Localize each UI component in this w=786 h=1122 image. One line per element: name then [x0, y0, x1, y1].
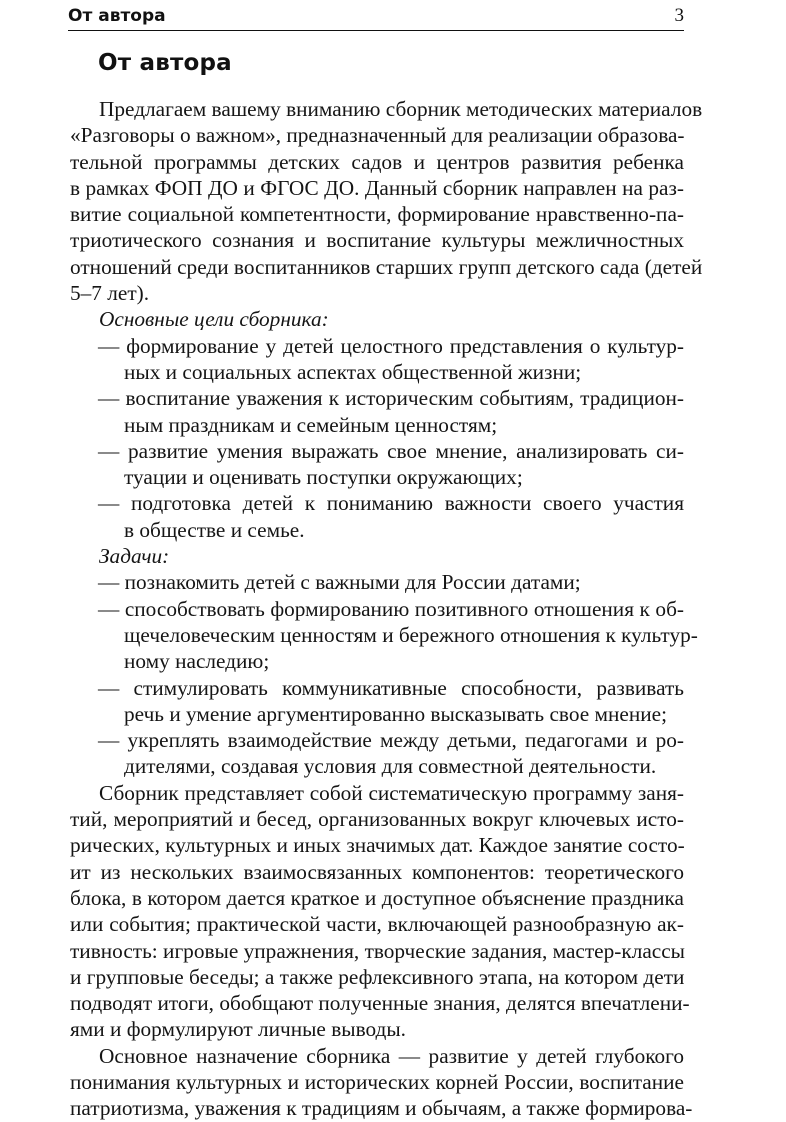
page-number: 3 [674, 5, 684, 26]
list-item-line: — формирование у детей целостного представления о культур- [98, 333, 684, 358]
paragraph-line: «Разговоры о важном», предназначенный для реализации образова- [70, 123, 685, 148]
list-item-line: щечеловеческим ценностям и бережного отношения к культур- [124, 622, 698, 647]
paragraph-line: ит из нескольких взаимосвязанных компонентов: теоретического [70, 859, 684, 884]
paragraph-line: тий, мероприятий и бесед, организованных вокруг ключевых исто- [70, 807, 684, 832]
paragraph-line: витие социальной компетентности, формирование нравственно-па- [70, 202, 684, 227]
goals-subheading: Основные цели сборника: [99, 307, 329, 332]
list-item-line: ному наследию; [124, 649, 270, 674]
list-item-line: ным праздникам и семейным ценностям; [124, 412, 498, 437]
paragraph-line: тивность: игровые упражнения, творческие задания, мастер-классы [70, 938, 685, 963]
running-header [68, 6, 684, 28]
paragraph-line: отношений среди воспитанников старших групп детского сада (детей [70, 254, 703, 279]
paragraph-line: ями и формулируют личные выводы. [70, 1017, 406, 1042]
list-item-line: — подготовка детей к пониманию важности своего участия [98, 491, 684, 516]
paragraph-line: блока, в котором дается краткое и доступное объяснение праздника [70, 885, 684, 910]
list-item-line: — укреплять взаимодействие между детьми, педагогами и ро- [98, 728, 684, 753]
header-rule [68, 30, 684, 31]
paragraph-line: Основное назначение сборника — развитие у детей глубокого [99, 1043, 684, 1068]
tasks-subheading: Задачи: [99, 544, 170, 569]
list-item-line: — стимулировать коммуникативные способности, развивать [98, 675, 684, 700]
body-text [70, 96, 703, 1122]
paragraph-line: Сборник представляет собой систематическую программу заня- [99, 780, 684, 805]
paragraph-line: рических, культурных и иных значимых дат. Каждое занятие состо- [70, 833, 685, 858]
paragraph-line: тельной программы детских садов и центров развития ребенка [70, 149, 684, 174]
paragraph-line: триотического сознания и воспитание культуры межличностных [70, 228, 684, 253]
list-item-line: — развитие умения выражать свое мнение, анализировать си- [98, 438, 684, 463]
paragraph-line: или события; практической части, включающей разнообразную ак- [70, 912, 684, 937]
list-item-line: — воспитание уважения к историческим событиям, традицион- [98, 386, 684, 411]
paragraph-line: понимания культурных и исторических корней России, воспитание [70, 1069, 684, 1094]
paragraph-line: подводят итоги, обобщают полученные знания, делятся впечатлени- [70, 991, 690, 1016]
paragraph-line: Предлагаем вашему вниманию сборник методических материалов [99, 97, 703, 121]
list-item-line: туации и оценивать поступки окружающих; [124, 465, 523, 490]
paragraph-line: в рамках ФОП ДО и ФГОС ДО. Данный сборник направлен на раз- [70, 175, 684, 200]
list-item-line: речь и умение аргументированно высказывать свое мнение; [124, 701, 668, 726]
list-item-line: — способствовать формированию позитивного отношения к об- [98, 596, 684, 621]
paragraph-line: и групповые беседы; а также рефлексивного этапа, на котором дети [70, 964, 685, 989]
list-item-line: в обществе и семье. [124, 517, 305, 542]
running-header-title: От автора [68, 6, 166, 26]
paragraph-line: патриотизма, уважения к традициям и обычаям, а также формирова- [70, 1096, 693, 1121]
paragraph-line: 5–7 лет). [70, 281, 150, 306]
list-item-line: дителями, создавая условия для совместной деятельности. [124, 754, 657, 779]
list-item-line: ных и социальных аспектах общественной жизни; [124, 359, 582, 384]
section-heading: От автора [98, 50, 232, 76]
list-item-line: — познакомить детей с важными для России датами; [98, 570, 581, 595]
